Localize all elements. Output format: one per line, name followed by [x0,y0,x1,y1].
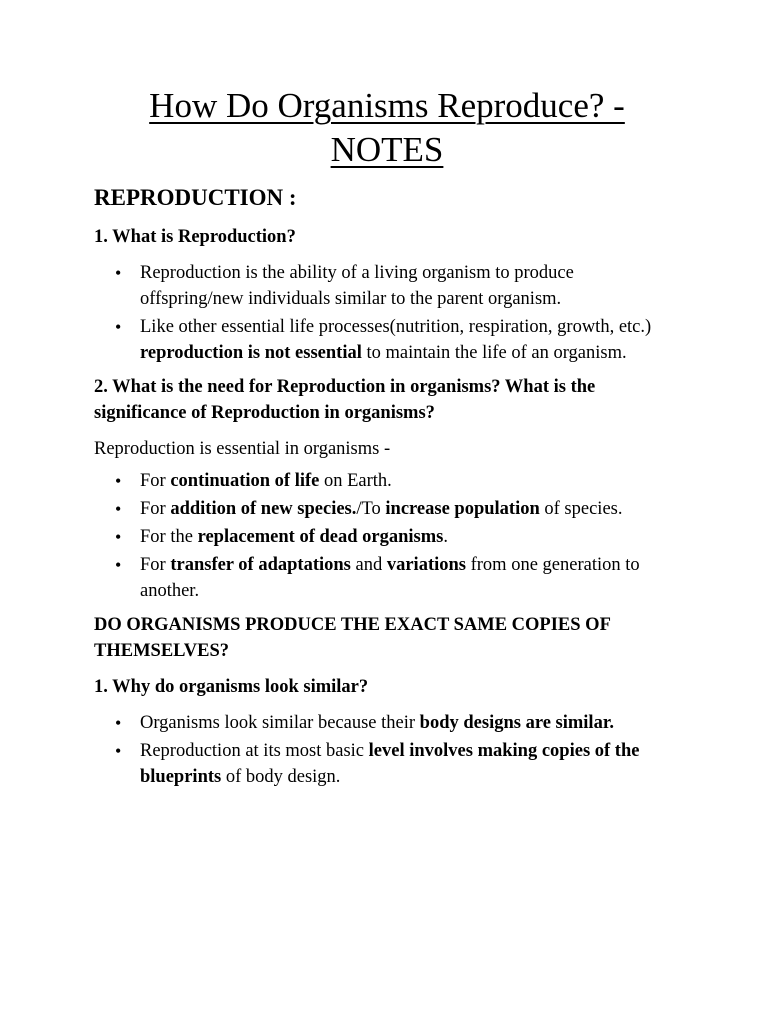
list-item [140,314,680,366]
question-need-for-reproduction: 2. What is the need for Reproduction in organisms? What is the significance of Reproduction in organisms? [94,377,596,423]
page-title [94,84,680,172]
bullet-list-reproduction-definition [94,260,680,366]
bullet-text: Like other essential life processes(nutrition, respiration, growth, etc.) [140,317,652,337]
bold-text: body designs are similar. [419,713,614,733]
list-item [140,710,680,736]
bullet-text: of body design. [221,767,341,787]
bullet-text: Reproduction at its most basic [140,741,369,761]
list-item [140,496,680,522]
section-heading-reproduction: REPRODUCTION : [94,185,297,210]
bold-text: reproduction is not essential [140,343,362,363]
bullet-text: and [350,555,387,575]
list-item [140,468,680,494]
bullet-text: from one generation to another. [140,555,640,601]
list-item [140,260,680,312]
bold-text: transfer of adaptations [170,555,351,575]
bullet-text: of species. [539,499,623,519]
bold-text: level involves making copies of the blueprints [140,741,640,787]
bold-text: variations [386,555,466,575]
question-why-organisms-look-similar: 1. Why do organisms look similar? [94,677,369,697]
bullet-text: For [140,499,171,519]
bullet-text: For the [140,527,198,547]
list-item [140,738,680,790]
title-line-1: How Do Organisms Reproduce? - [149,86,625,125]
question-what-is-reproduction: 1. What is Reproduction? [94,227,296,247]
list-item [140,552,680,604]
bullet-text: Organisms look similar because their [140,713,420,733]
bullet-text: to maintain the life of an organism. [361,343,627,363]
bullet-text: . [443,527,448,547]
bold-text: replacement of dead organisms [197,527,444,547]
bold-text: increase population [385,499,540,519]
bullet-text: on Earth. [319,471,392,491]
bullet-text: Reproduction is the ability of a living organism to produce offspring/new individuals similar to the parent organism. [140,263,574,309]
section-heading-exact-copies: DO ORGANISMS PRODUCE THE EXACT SAME COPIES OF THEMSELVES? [94,615,611,661]
bullet-text: /To [356,499,386,519]
title-line-2: NOTES [330,130,444,169]
paragraph-intro: Reproduction is essential in organisms - [94,439,391,459]
bullet-list-similarity [94,710,680,790]
bold-text: continuation of life [170,471,320,491]
bullet-text: For [140,555,171,575]
list-item [140,524,680,550]
bullet-text: For [140,471,171,491]
bold-text: addition of new species. [170,499,357,519]
bullet-list-reproduction-significance [94,468,680,604]
